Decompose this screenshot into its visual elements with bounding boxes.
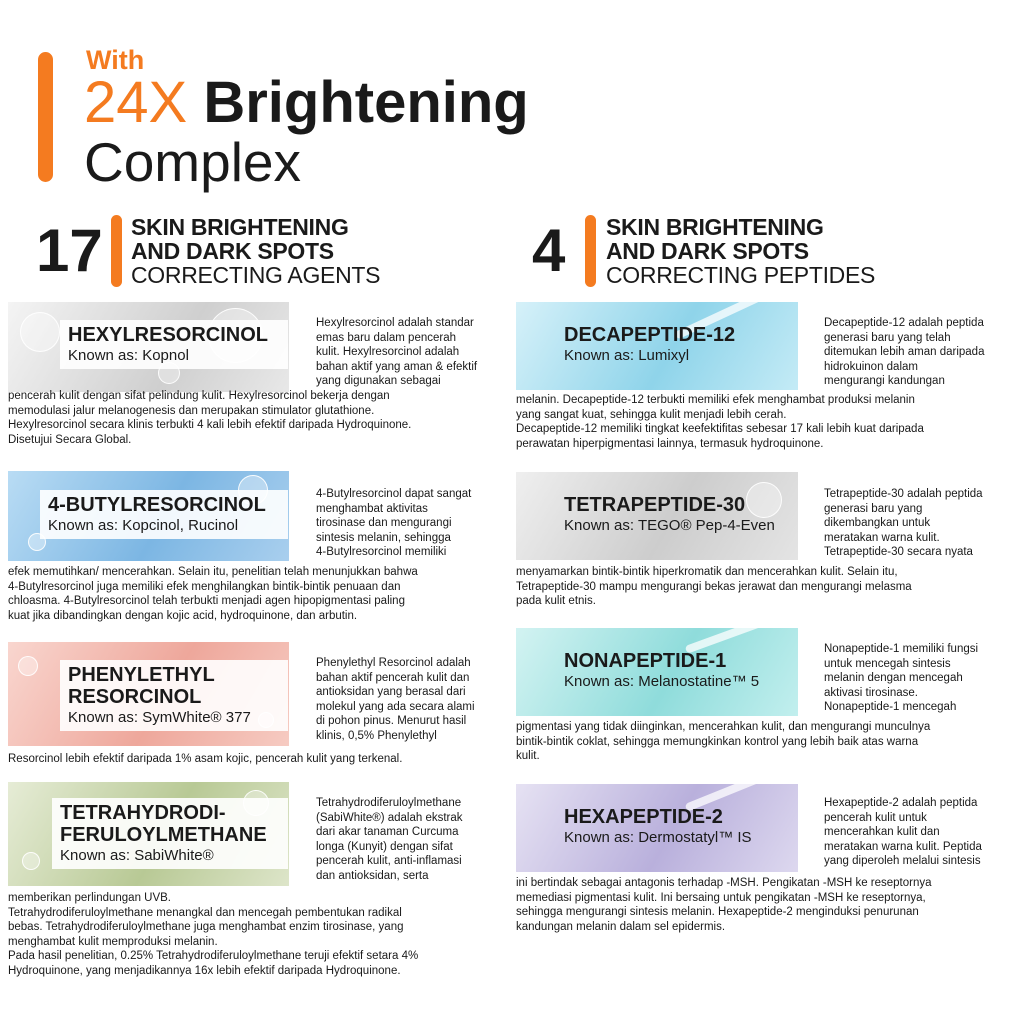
text-line: (SabiWhite®) adalah ekstrak — [316, 811, 463, 824]
hexylresorcinol-side-text — [316, 316, 511, 389]
text-line: di pohon pinus. Menurut hasil — [316, 715, 467, 727]
text-line: Phenylethyl Resorcinol adalah — [316, 657, 471, 669]
text-line: melanin. Decapeptide-12 terbukti memiliki efek menghambat produksi melanin — [516, 394, 915, 406]
bubble-decoration — [20, 312, 60, 352]
text-line: sehingga mengurangi sintesis melanin. Hexapeptide-2 menginduksi penurunan — [516, 906, 919, 918]
decapeptide-label — [556, 320, 781, 369]
text-line: untuk mencegah sintesis — [824, 657, 951, 670]
right-section-heading — [512, 213, 1024, 293]
text-line: mencerahkan kulit dan — [824, 826, 940, 838]
phenylethyl-name-line2: RESORCINOL — [68, 686, 202, 708]
text-line: kulit. — [516, 750, 540, 762]
phenylethyl-label — [60, 660, 288, 731]
text-line: dan antioksidan, serta — [316, 869, 429, 882]
text-line: yang digunakan sebagai — [316, 375, 441, 387]
text-line: hidrokuinon dalam — [824, 360, 918, 373]
header-title — [84, 72, 529, 134]
text-line: kuat jika dibandingkan dengan kojic acid, hydroquinone, dan arbutin. — [8, 609, 358, 622]
butylresorcinol-side-text — [316, 487, 511, 560]
right-section-line3: CORRECTING PEPTIDES — [606, 262, 876, 288]
tetrahydro-side-text — [316, 796, 511, 883]
text-line: melanin dengan mencegah — [824, 672, 963, 684]
text-line: 4-Butylresorcinol juga memiliki efek menghilangkan bintik-bintik penuaan dan — [8, 580, 401, 593]
phenylethyl-name-line1: PHENYLETHYL — [68, 664, 215, 686]
nonapeptide-known-as: Known as: Melanostatine™ 5 — [564, 673, 760, 690]
text-line: antioksidan yang berasal dari — [316, 686, 466, 698]
text-line: efek memutihkan/ mencerahkan. Selain itu, penelitian telah menunjukkan bahwa — [8, 566, 418, 578]
phenylethyl-body-text — [8, 752, 508, 767]
text-line: Tetrapeptide-30 secara nyata — [824, 546, 973, 558]
text-line: Nonapeptide-1 memiliki fungsi — [824, 643, 979, 655]
nonapeptide-label — [556, 646, 796, 695]
hexapeptide-side-text — [824, 796, 1020, 869]
decapeptide-side-text — [824, 316, 1020, 389]
tetrahydro-name-line1: TETRAHYDRODI- — [60, 802, 226, 824]
text-line: emas baru dalam pencerah — [316, 331, 456, 344]
text-line: bebas. Tetrahydrodiferuloylmethane juga menghambat enzim tirosinase, yang — [8, 921, 404, 933]
tetrahydro-label — [52, 798, 288, 869]
text-line: Resorcinol lebih efektif daripada 1% asam kojic, pencerah kulit yang terkenal. — [8, 753, 403, 765]
header-title-bold: Brightening — [203, 70, 529, 135]
text-line: tirosinase dan mengurangi — [316, 517, 452, 529]
left-section-line2: AND DARK SPOTS — [131, 238, 334, 264]
text-line: kandungan melanin dalam sel epidermis. — [516, 920, 726, 933]
butylresorcinol-body-text — [8, 565, 508, 623]
hexapeptide-body-text — [516, 876, 1022, 934]
text-line: kulit. Hexylresorcinol adalah — [316, 346, 460, 358]
left-section-number: 17 — [36, 217, 103, 284]
header-title-number: 24X — [84, 70, 188, 135]
right-section-line2: AND DARK SPOTS — [606, 238, 809, 264]
tetrahydro-body-text — [8, 891, 508, 978]
text-line: yang diperoleh melalui sintesis — [824, 855, 981, 867]
tetrahydro-name-line2: FERULOYLMETHANE — [60, 824, 267, 846]
text-line: longa (Kunyit) dengan sifat — [316, 840, 453, 853]
header-with: With — [86, 45, 145, 75]
text-line: chloasma. 4-Butylresorcinol telah terbukti menjadi agen hipopigmentasi paling — [8, 595, 405, 607]
text-line: Decapeptide-12 memiliki tingkat keefektifitas sebesar 17 kali lebih kuat daripada — [516, 423, 924, 435]
header-accent-bar — [38, 52, 53, 182]
text-line: bahan aktif yang aman & efektif — [316, 360, 478, 373]
left-section-line3: CORRECTING AGENTS — [131, 262, 381, 288]
text-line: Tetrahydrodiferuloylmethane — [316, 797, 462, 809]
left-section-line1: SKIN BRIGHTENING — [131, 214, 349, 240]
hexylresorcinol-name: HEXYLRESORCINOL — [68, 324, 269, 346]
text-line: Tetrapeptide-30 adalah peptida — [824, 488, 983, 500]
text-line: bahan aktif pencerah kulit dan — [316, 671, 470, 684]
text-line: sintesis melanin, sehingga — [316, 531, 451, 544]
butylresorcinol-name: 4-BUTYLRESORCINOL — [48, 494, 266, 516]
text-line: Tetrahydrodiferuloylmethane menangkal dan mencegah pembentukan radikal — [8, 906, 402, 919]
text-line: menghambat aktivitas — [316, 502, 428, 515]
hexylresorcinol-label — [60, 320, 288, 369]
tetrapeptide-side-text — [824, 487, 1020, 560]
text-line: Tetrapeptide-30 mampu mengurangi bekas jerawat dan mengurangi melasma — [516, 580, 912, 593]
text-line: klinis, 0,5% Phenylethyl — [316, 729, 437, 742]
phenylethyl-known-as: Known as: SymWhite® 377 — [68, 709, 251, 726]
text-line: Hexylresorcinol adalah standar — [316, 317, 474, 329]
text-line: memediasi pigmentasi kulit. Ini bersaing untuk pengikatan -MSH ke reseptornya, — [516, 891, 926, 904]
right-section-number: 4 — [532, 217, 566, 284]
left-section-heading — [0, 213, 500, 293]
text-line: aktivasi tirosinase. — [824, 686, 918, 699]
nonapeptide-name: NONAPEPTIDE-1 — [564, 650, 727, 672]
hexapeptide-known-as: Known as: Dermostatyl™ IS — [564, 829, 752, 846]
text-line: bintik-bintik coklat, sehingga memungkinkan kontrol yang lebih baik atas warna — [516, 735, 919, 748]
decapeptide-name: DECAPEPTIDE-12 — [564, 324, 736, 346]
text-line: dikembangkan untuk — [824, 517, 931, 529]
text-line: meratakan warna kulit. Peptida — [824, 840, 982, 853]
decapeptide-known-as: Known as: Lumixyl — [564, 347, 690, 364]
text-line: Nonapeptide-1 mencegah — [824, 701, 957, 713]
text-line: meratakan warna kulit. — [824, 531, 940, 544]
text-line: yang sangat kuat, sehingga kulit menjadi lebih cerah. — [516, 408, 787, 421]
hexylresorcinol-known-as: Known as: Kopnol — [68, 347, 189, 364]
phenylethyl-side-text — [316, 656, 511, 743]
hexapeptide-label — [556, 802, 796, 851]
tetrapeptide-name: TETRAPEPTIDE-30 — [564, 494, 746, 516]
text-line: generasi baru yang telah — [824, 331, 951, 344]
left-section-bar — [111, 215, 122, 287]
butylresorcinol-label — [40, 490, 288, 539]
right-section-bar — [585, 215, 596, 287]
decapeptide-body-text — [516, 393, 1022, 451]
text-line: 4-Butylresorcinol memiliki — [316, 546, 447, 558]
text-line: ini bertindak sebagai antagonis terhadap -MSH. Pengikatan -MSH ke reseptornya — [516, 877, 932, 889]
text-line: memodulasi jalur melanogenesis dan merupakan stimulator glutathione. — [8, 404, 375, 417]
text-line: Hexylresorcinol secara klinis terbukti 4 kali lebih efektif daripada Hydroquinone. — [8, 419, 412, 431]
hexapeptide-name: HEXAPEPTIDE-2 — [564, 806, 723, 828]
text-line: pencerah kulit untuk — [824, 811, 927, 824]
text-line: menyamarkan bintik-bintik hiperkromatik dan mencerahkan kulit. Selain itu, — [516, 566, 898, 578]
hexylresorcinol-body-text — [8, 389, 508, 447]
text-line: pada kulit etnis. — [516, 595, 596, 607]
tetrapeptide-body-text — [516, 565, 1022, 609]
bubble-decoration — [22, 852, 40, 870]
text-line: pigmentasi yang tidak diinginkan, mencerahkan kulit, dan mengurangi munculnya — [516, 721, 931, 733]
header-title-line2: Complex — [84, 131, 302, 193]
butylresorcinol-known-as: Known as: Kopcinol, Rucinol — [48, 517, 239, 534]
right-section-line1: SKIN BRIGHTENING — [606, 214, 824, 240]
text-line: menghambat kulit memproduksi melanin. — [8, 935, 218, 948]
nonapeptide-side-text — [824, 642, 1020, 715]
text-line: Hydroquinone, yang menjadikannya 16x lebih efektif daripada Hydroquinone. — [8, 964, 401, 977]
text-line: ditemukan lebih aman daripada — [824, 346, 985, 358]
tetrapeptide-known-as: Known as: TEGO® Pep-4-Even — [564, 517, 775, 534]
text-line: perawatan hiperpigmentasi lainnya, termasuk hydroquinone. — [516, 437, 824, 450]
text-line: generasi baru yang — [824, 502, 923, 515]
bubble-decoration — [18, 656, 38, 676]
text-line: memberikan perlindungan UVB. — [8, 892, 172, 904]
text-line: molekul yang ada secara alami — [316, 700, 475, 713]
nonapeptide-body-text — [516, 720, 1022, 764]
text-line: pencerah kulit dengan sifat pelindung kulit. Hexylresorcinol bekerja dengan — [8, 390, 390, 402]
text-line: 4-Butylresorcinol dapat sangat — [316, 488, 472, 500]
text-line: pencerah kulit, anti-inflamasi — [316, 855, 462, 867]
text-line: Hexapeptide-2 adalah peptida — [824, 797, 978, 809]
text-line: Disetujui Secara Global. — [8, 433, 132, 446]
text-line: Pada hasil penelitian, 0.25% Tetrahydrodiferuloylmethane teruji efektif setara 4% — [8, 950, 419, 962]
text-line: mengurangi kandungan — [824, 375, 945, 387]
text-line: Decapeptide-12 adalah peptida — [824, 317, 984, 329]
text-line: dari akar tanaman Curcuma — [316, 826, 459, 838]
tetrahydro-known-as: Known as: SabiWhite® — [60, 847, 214, 864]
tetrapeptide-label — [556, 490, 796, 539]
